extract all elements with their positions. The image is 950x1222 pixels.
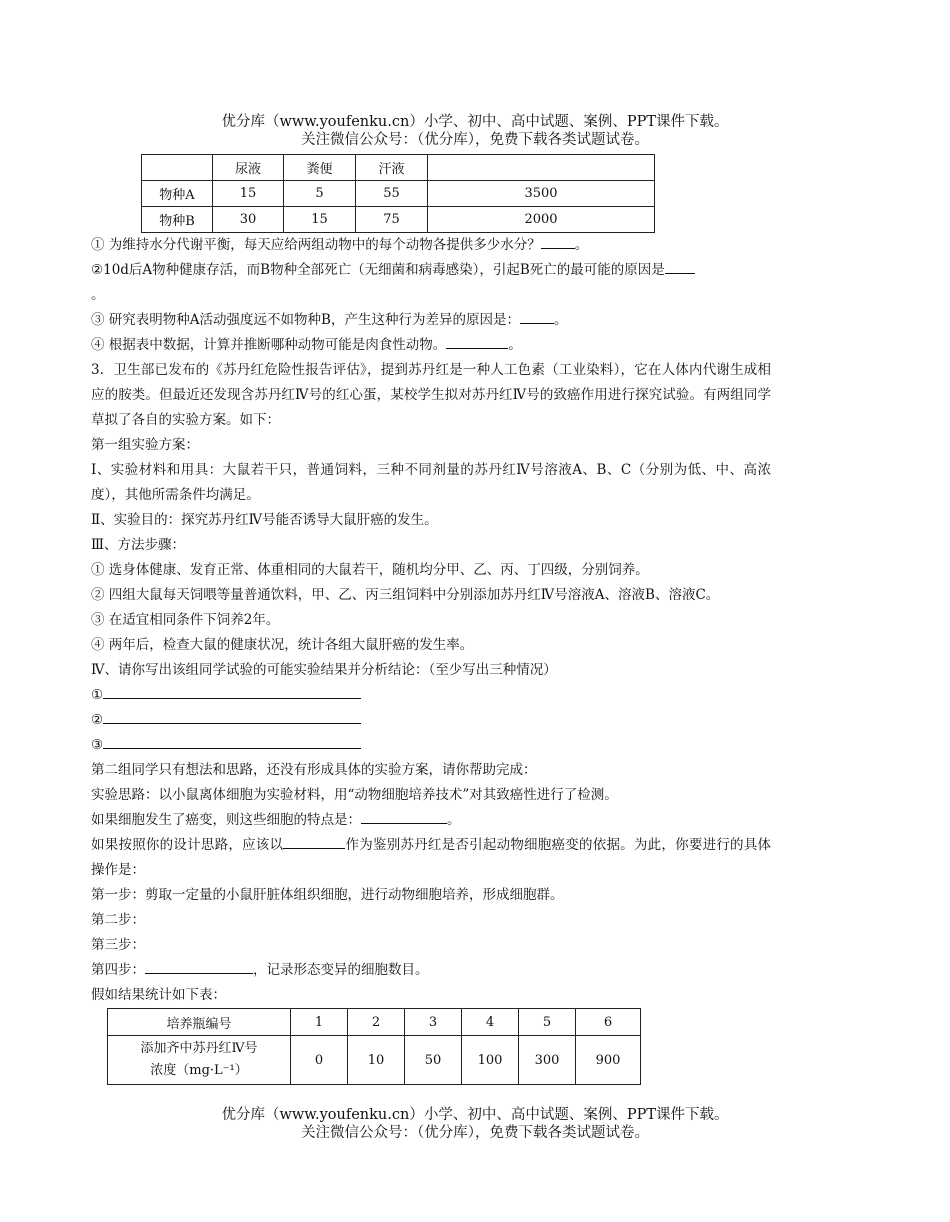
method-step: ② 四组大鼠每天饲喂等量普通饮料，甲、乙、丙三组饲料中分别添加苏丹红Ⅳ号溶液A、溶液B、溶液C。 [91,587,720,603]
table-cell: 5 [284,181,356,207]
table-cell: 15 [284,207,356,233]
group1-title: 第一组实验方案： [91,437,199,453]
table-cell: 粪便 [284,155,356,181]
question-text: ③ 研究表明物种A活动强度远不如物种B，产生这种行为差异的原因是： [91,312,520,328]
question-text: 第四步： [91,962,145,978]
question-text: 。 [508,337,522,353]
answer-blank[interactable] [446,334,508,349]
question-text: 作为鉴别苏丹红是否引起动物细胞癌变的依据。为此，你要进行的具体操作是： [91,837,772,878]
footer [0,1106,950,1142]
answer-blank[interactable] [103,709,361,724]
procedure-step [91,958,771,983]
table-cell: 100 [462,1036,519,1085]
table-cell: 30 [213,207,284,233]
group1-results-prompt: Ⅳ、请你写出该组同学试验的可能实验结果并分析结论：（至少写出三种情况） [91,662,557,678]
method-step: ④ 两年后，检查大鼠的健康状况，统计各组大鼠肝癌的发生率。 [91,637,474,653]
group2-intro: 第二组同学只有想法和思路，还没有形成具体的实验方案，请你帮助完成： [91,762,537,778]
question-text: 。 [91,287,105,303]
table-row [142,155,655,181]
group1-purpose: Ⅱ、实验目的：探究苏丹红Ⅳ号能否诱导大鼠肝癌的发生。 [91,512,438,528]
results-intro: 假如结果统计如下表： [91,987,226,1003]
answer-blank[interactable] [541,234,575,249]
answer-number: ① [91,687,104,703]
table-cell: 物种A [142,181,213,207]
procedure-step: 第三步： [91,937,145,953]
table-cell [142,155,213,181]
row-label-line: 添加齐中苏丹红Ⅳ号 [140,1041,258,1056]
water-balance-table [141,154,655,233]
table-row [108,1036,641,1085]
table-cell: 15 [213,181,284,207]
table-cell: 2 [348,1009,405,1036]
culture-results-table [107,1008,641,1085]
question-line [91,233,771,258]
answer-blank[interactable] [145,959,253,974]
answer-blank[interactable] [283,834,345,849]
answer-line [91,733,771,758]
question-text: 如果按照你的设计思路，应该以 [91,837,284,853]
group2-idea: 实验思路：以小鼠离体细胞为实验材料，用“动物细胞培养技术”对其致癌性进行了检测。 [91,787,618,803]
header-line-1: 优分库（www.youfenku.cn）小学、初中、高中试题、案例、PPT课件下载。 [221,114,729,130]
table-cell: 1 [291,1009,348,1036]
table-row [142,181,655,207]
answer-blank[interactable] [520,309,554,324]
answer-blank[interactable] [103,684,361,699]
table-cell: 4 [462,1009,519,1036]
answer-blank[interactable] [665,259,695,274]
table-cell [108,1036,291,1085]
question-line [91,258,771,283]
group1-materials: Ⅰ、实验材料和用具：大鼠若干只，普通饲料，三种不同剂量的苏丹红Ⅳ号溶液A、B、C（分别为低、中、高浓度），其他所需条件均满足。 [91,462,771,503]
header-line-2: 关注微信公众号：（优分库），免费下载各类试题试卷。 [301,132,649,148]
method-step: ① 选身体健康、发育正常、体重相同的大鼠若干，随机均分甲、乙、丙、丁四级，分别饲养。 [91,562,649,578]
footer-line-2: 关注微信公众号：（优分库），免费下载各类试题试卷。 [301,1125,649,1141]
question-line [91,808,771,833]
question-line [91,283,771,308]
question-line [91,833,771,883]
question-line [91,308,771,333]
answer-blank[interactable] [361,809,447,824]
method-step: ③ 在适宜相同条件下饲养2年。 [91,612,280,628]
question-line [91,333,771,358]
table-cell: 2000 [428,207,655,233]
row-label-line: 浓度（mg·L⁻¹） [150,1063,248,1078]
table-cell: 0 [291,1036,348,1085]
procedure-step: 第二步： [91,912,145,928]
question-text: 。 [574,237,589,253]
question-text: ④ 根据表中数据，计算并推断哪种动物可能是肉食性动物。 [91,337,447,353]
table-cell: 5 [519,1009,576,1036]
table-cell: 10 [348,1036,405,1085]
question-text: ① 为维持水分代谢平衡，每天应给两组动物中的每个动物各提供多少水分？ [91,237,541,253]
table-cell: 3500 [428,181,655,207]
question-3-intro: 3．卫生部已发布的《苏丹红危险性报告评估》，提到苏丹红是一种人工色素（工业染料），它在人体内代谢生成相应的胺类。但最近还发现含苏丹红Ⅳ号的红心蛋，某校学生拟对苏丹红Ⅳ号的致癌作用进行探究试验。有两组同学草拟了各自的实验方案。如下： [91,362,771,428]
table-cell: 物种B [142,207,213,233]
table-cell [428,155,655,181]
table-cell: 尿液 [213,155,284,181]
table-row [108,1009,641,1036]
question-text: ②10d后A物种健康存活，而B物种全部死亡（无细菌和病毒感染），引起B死亡的最可能的原因是 [91,262,665,278]
procedure-step: 第一步：剪取一定量的小鼠肝脏体组织细胞，进行动物细胞培养，形成细胞群。 [91,887,564,903]
table-cell: 50 [405,1036,462,1085]
document-body [91,154,771,1085]
table-cell: 培养瓶编号 [108,1009,291,1036]
table-cell: 75 [356,207,428,233]
answer-blank[interactable] [103,734,361,749]
table-cell: 6 [576,1009,641,1036]
question-text: 如果细胞发生了癌变，则这些细胞的特点是： [91,812,361,828]
answer-number: ③ [91,737,104,753]
table-cell: 汗液 [356,155,428,181]
table-cell: 3 [405,1009,462,1036]
table-cell: 55 [356,181,428,207]
question-text: 。 [553,312,568,328]
table-row [142,207,655,233]
question-text: ，记录形态变异的细胞数目。 [253,962,429,978]
answer-line [91,708,771,733]
answer-number: ② [91,712,104,728]
answer-line [91,683,771,708]
table-cell: 900 [576,1036,641,1085]
group1-methods-title: Ⅲ、方法步骤： [91,537,186,553]
table-cell: 300 [519,1036,576,1085]
footer-line-1: 优分库（www.youfenku.cn）小学、初中、高中试题、案例、PPT课件下载。 [221,1107,729,1123]
header [0,113,950,149]
question-text: 。 [447,812,461,828]
